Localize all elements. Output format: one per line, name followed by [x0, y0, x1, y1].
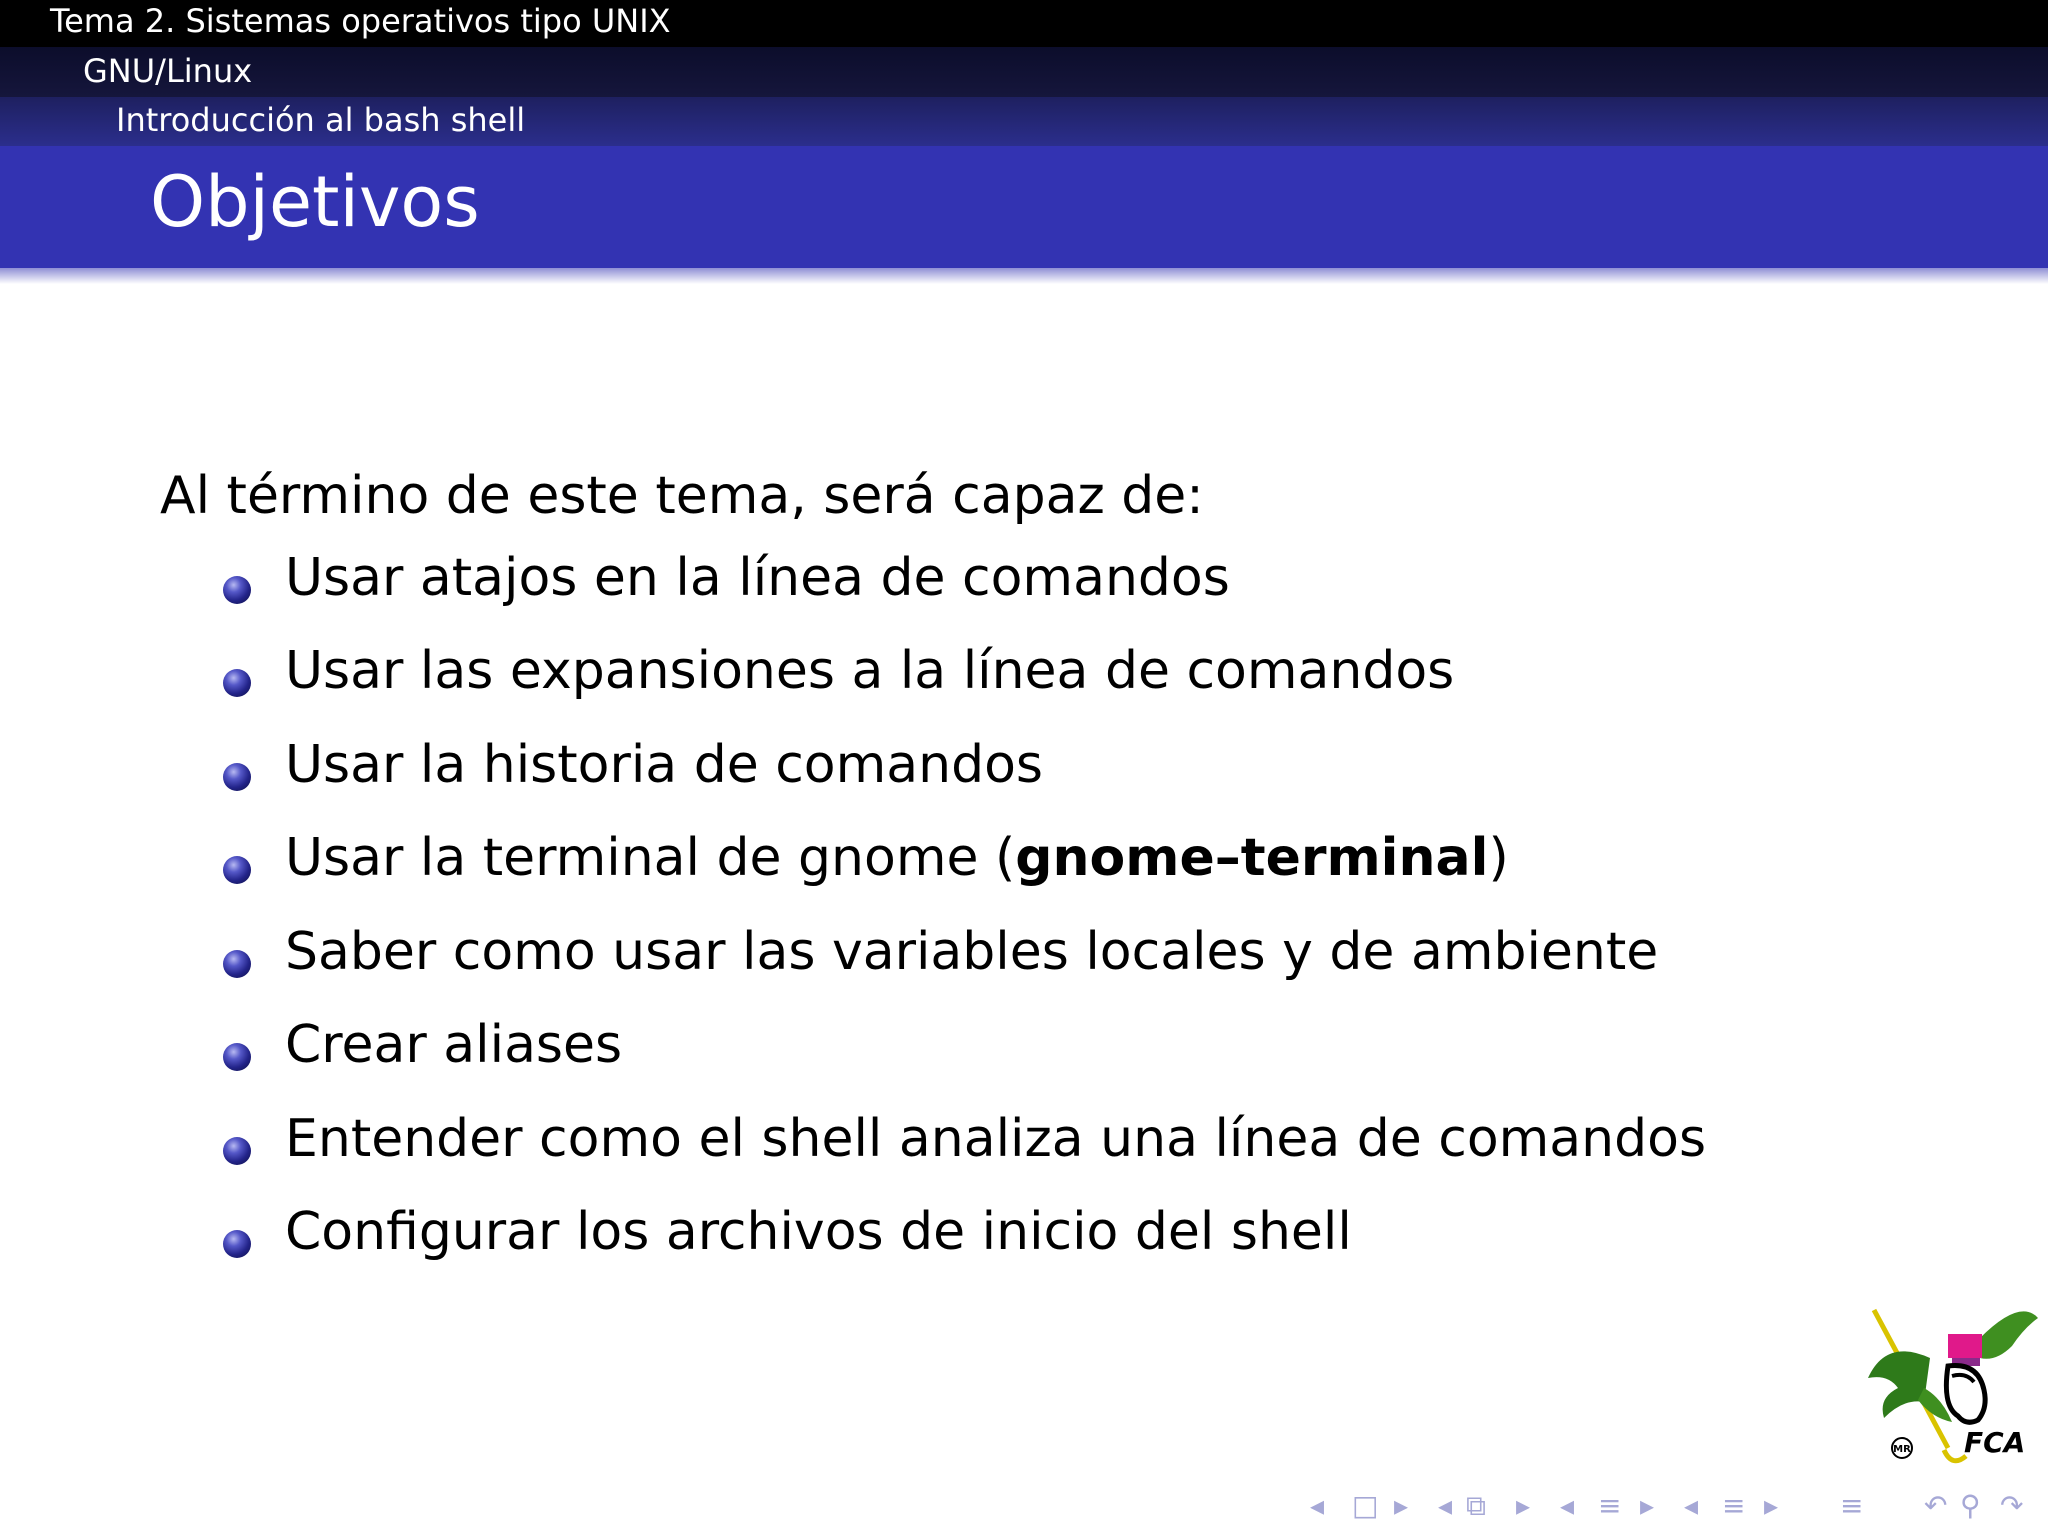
logo-hook: [1944, 1450, 1966, 1461]
list-item-text: Configurar los archivos de inicio del shell: [285, 1202, 1352, 1262]
bullet-icon: [223, 1230, 251, 1258]
list-item: [0, 1109, 2000, 1207]
list-item-text: [285, 828, 1509, 888]
list-item: [0, 1015, 2000, 1113]
beamer-navigation: [1310, 1488, 2040, 1524]
list-item-text: Saber como usar las variables locales y de ambiente: [285, 922, 1659, 982]
bullet-icon: [223, 576, 251, 604]
logo-plume-left: [1868, 1351, 1930, 1418]
list-item: [0, 548, 2000, 646]
list-item-text: Crear aliases: [285, 1015, 623, 1075]
header-subsubsection: [0, 97, 2048, 146]
nav-forward-icon[interactable]: ↷: [2000, 1489, 2024, 1522]
frame-title-bar: [0, 146, 2048, 268]
header-subsection: [0, 47, 2048, 97]
header-subsubsection-text: Introducción al bash shell: [116, 101, 526, 139]
logo-fca-text: FCA: [1964, 1426, 2026, 1459]
nav-document-prev-icon[interactable]: ◂: [1684, 1489, 1699, 1522]
list-item-suffix: ): [1488, 828, 1509, 888]
list-item-text: Usar atajos en la línea de comandos: [285, 548, 1230, 608]
nav-document-next-icon[interactable]: ▸: [1764, 1489, 1779, 1522]
bullet-icon: [223, 950, 251, 978]
frame-title: Objetivos: [150, 161, 480, 243]
nav-document-icon[interactable]: ≡: [1722, 1489, 1746, 1522]
list-item-text: Entender como el shell analiza una línea de comandos: [285, 1109, 1707, 1169]
nav-frame-prev-icon[interactable]: ◂: [1310, 1489, 1325, 1522]
bullet-icon: [223, 763, 251, 791]
logo-headdress: [1948, 1334, 1982, 1358]
list-item: [0, 922, 2000, 1020]
list-item-prefix: Usar la terminal de gnome (: [285, 828, 1016, 888]
logo-registered-text: MR: [1893, 1444, 1911, 1455]
nav-section-next-icon[interactable]: ▸: [1640, 1489, 1655, 1522]
command-name: gnome–terminal: [1015, 828, 1489, 888]
nav-back-icon[interactable]: ↶: [1924, 1489, 1948, 1522]
list-item: [0, 1202, 2000, 1300]
nav-subsection-prev-icon[interactable]: ◂: [1438, 1489, 1453, 1522]
header-section: [0, 0, 2048, 47]
list-item: [0, 828, 2000, 926]
nav-search-icon[interactable]: ⚲: [1960, 1489, 1981, 1522]
nav-subsection-next-icon[interactable]: ▸: [1516, 1489, 1531, 1522]
list-item-text: Usar las expansiones a la línea de comandos: [285, 641, 1455, 701]
header-subsection-text: GNU/Linux: [83, 52, 253, 90]
bullet-icon: [223, 1043, 251, 1071]
nav-frame-icon[interactable]: □: [1352, 1489, 1379, 1522]
list-item: [0, 641, 2000, 739]
nav-section-prev-icon[interactable]: ◂: [1560, 1489, 1575, 1522]
list-item-text: Usar la historia de comandos: [285, 735, 1044, 795]
title-shadow: [0, 268, 2048, 284]
nav-menu-icon[interactable]: ≡: [1840, 1489, 1864, 1522]
bullet-icon: [223, 669, 251, 697]
intro-text: Al término de este tema, será capaz de:: [160, 466, 1204, 526]
logo-plume-right: [1980, 1311, 2038, 1358]
bullet-icon: [223, 856, 251, 884]
list-item: [0, 735, 2000, 833]
nav-subsection-icon[interactable]: ⧉: [1466, 1489, 1486, 1522]
header-section-text: Tema 2. Sistemas operativos tipo UNIX: [50, 2, 671, 40]
fca-logo-icon: [1860, 1300, 2040, 1470]
bullet-icon: [223, 1137, 251, 1165]
nav-frame-next-icon[interactable]: ▸: [1394, 1489, 1409, 1522]
nav-section-icon[interactable]: ≡: [1598, 1489, 1622, 1522]
